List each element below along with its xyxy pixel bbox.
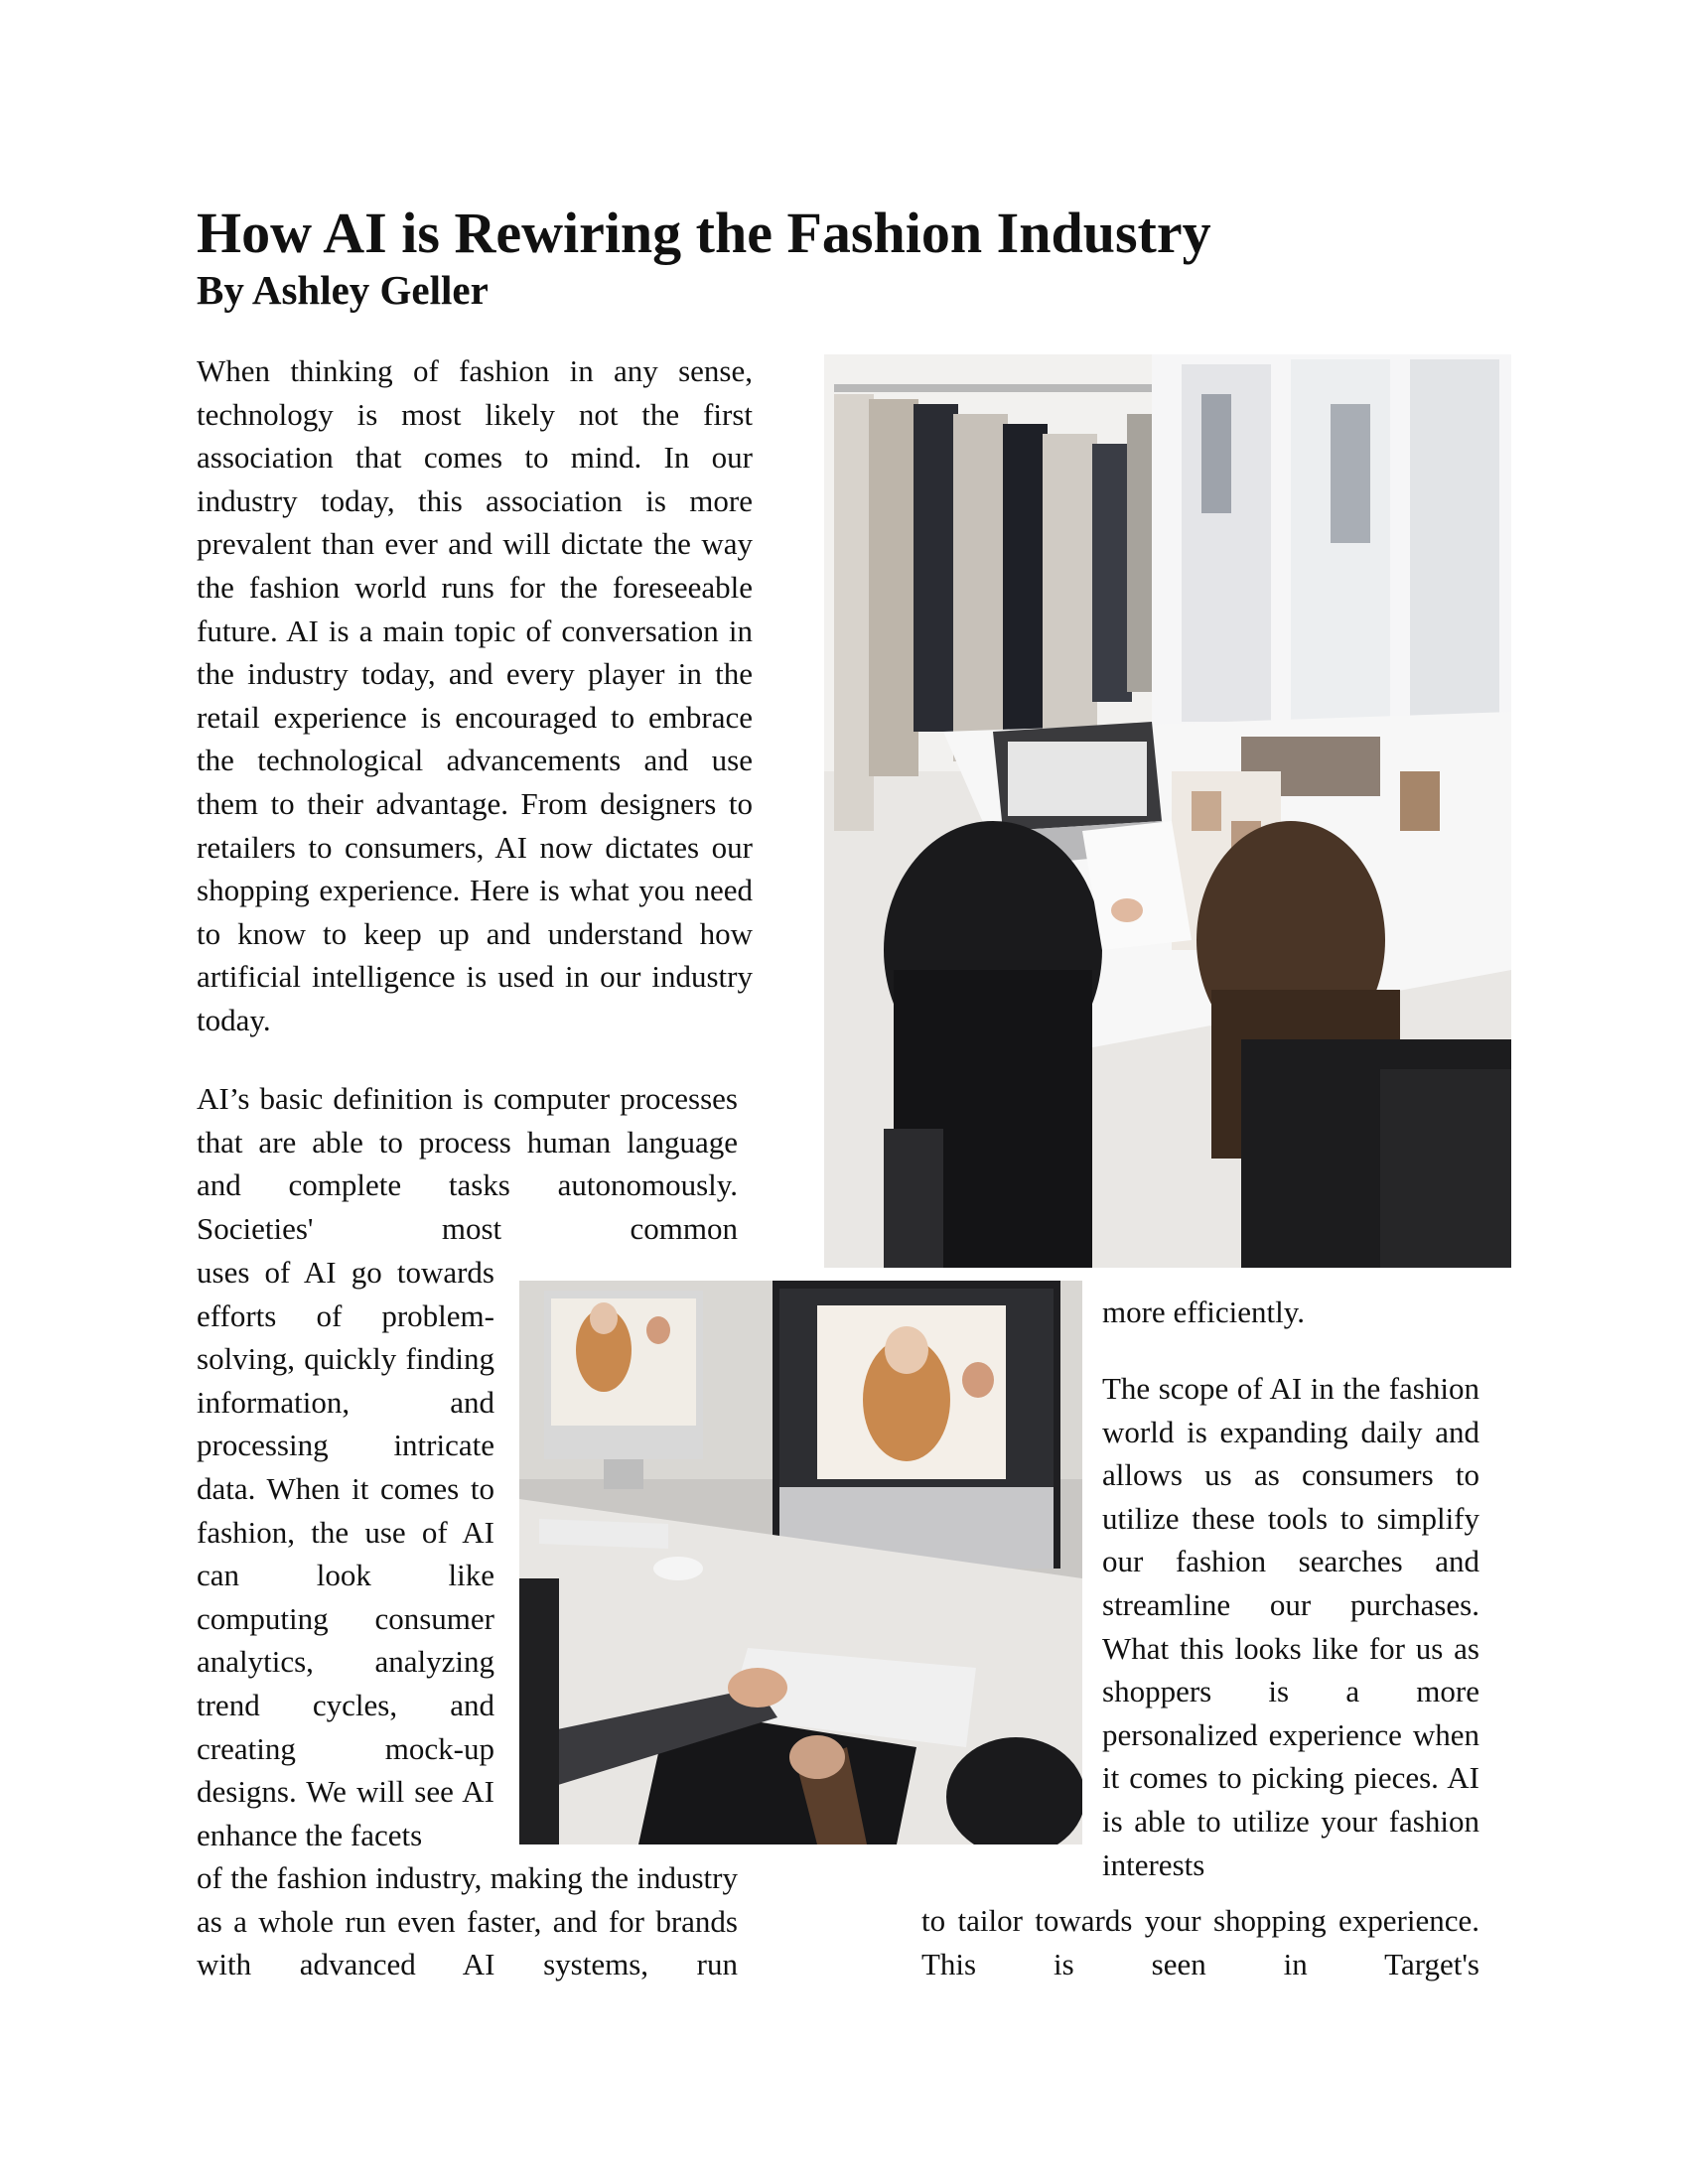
- paragraph-text: The scope of AI in the fashion world is expanding daily and allows us as consumers to utilize these tools to simplify our fashion searches and streamline our purchases. What this looks like for us as shoppers is a more personalized experience when it comes to picking pieces. AI is able to utilize your fashion interests: [1102, 1371, 1479, 1882]
- paragraph-text: of the fashion industry, making the industry as a whole run even faster, and for brands with advanced AI systems, run: [197, 1860, 738, 1982]
- photo-designers-clothing-rack: [824, 354, 1511, 1268]
- article-paragraph-continuation: [1102, 1291, 1479, 1334]
- article-paragraph-scope-bottom: [921, 1899, 1479, 1985]
- article-paragraph-intro: [197, 349, 753, 1042]
- paragraph-text: AI’s basic definition is computer processes that are able to process human language and complete tasks autonomously. Societies' most common: [197, 1081, 738, 1246]
- paragraph-text: When thinking of fashion in any sense, technology is most likely not the first association that comes to mind. In our industry today, this association is more prevalent than ever and will dictate the way the fashion world runs for the foreseeable future. AI is a main topic of conversation in the industry today, and every player in the retail experience is encouraged to embrace the technological advancements and use them to their advantage. From designers to retailers to consumers, AI now dictates our shopping experience. Here is what you need to know to keep up and understand how artificial intelligence is used in our industry today.: [197, 353, 753, 1037]
- article-paragraph-definition-top: [197, 1077, 738, 1250]
- photo-design-studio-computers: [519, 1281, 1082, 1844]
- paragraph-text: to tailor towards your shopping experience. This is seen in Target's: [921, 1903, 1479, 1981]
- article-paragraph-definition-bottom: [197, 1856, 738, 1986]
- paragraph-text: more efficiently.: [1102, 1295, 1305, 1329]
- article-title: How AI is Rewiring the Fashion Industry: [197, 201, 1211, 265]
- article-paragraph-definition-wrap: [197, 1251, 494, 1856]
- article-byline: By Ashley Geller: [197, 267, 489, 313]
- paragraph-text: uses of AI go towards efforts of problem-solving, quickly finding information, and processing intricate data. When it comes to fashion, the use of AI can look like computing consumer analytics, analyzing trend cycles, and creating mock-up designs. We will see AI enhance the facets: [197, 1255, 494, 1852]
- article-paragraph-scope-wrap: [1102, 1367, 1479, 1886]
